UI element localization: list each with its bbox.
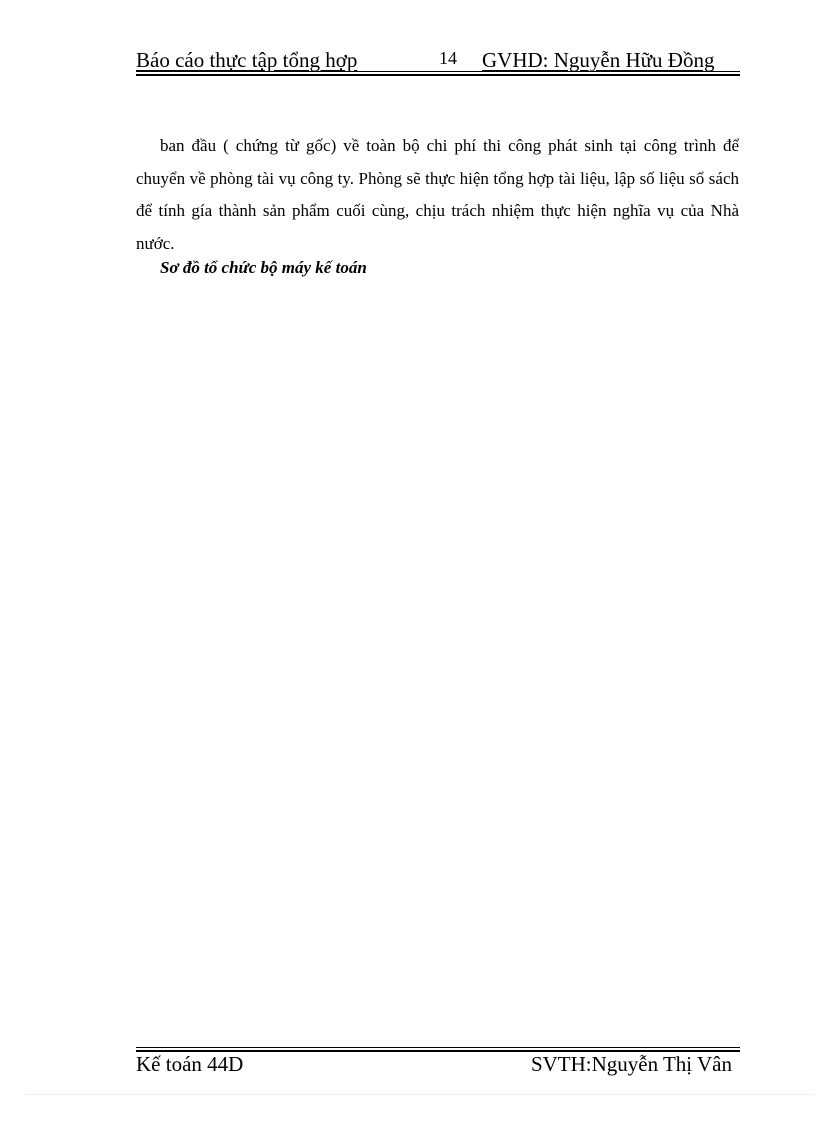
- page-footer: [136, 1052, 740, 1078]
- header-divider-top: [136, 71, 740, 72]
- body-paragraph: ban đầu ( chứng từ gốc) về toàn bộ chi phí thi công phát sinh tại công trình để chuyển về phòng tài vụ công ty. Phòng sẽ thực hiện tổng hợp tài liệu, lập số liệu sổ sách để tính gía thành sản phẩm cuối cùng, chịu trách nhiệm thực hiện nghĩa vụ của Nhà nước.: [136, 136, 739, 253]
- page-number: 14: [439, 48, 457, 68]
- advisor-name: GVHD: Nguyễn Hữu Đồng: [482, 48, 715, 72]
- page-header: [136, 44, 740, 74]
- student-name: SVTH:Nguyễn Thị Vân: [530, 1052, 732, 1076]
- page-edge-divider: [24, 1094, 814, 1095]
- report-title: Báo cáo thực tập tổng hợp: [136, 48, 358, 72]
- footer-divider-top: [136, 1047, 740, 1048]
- section-title: Sơ đồ tổ chức bộ máy kế toán: [160, 258, 367, 277]
- header-divider-bottom: [136, 74, 740, 76]
- class-name: Kế toán 44D: [136, 1052, 244, 1076]
